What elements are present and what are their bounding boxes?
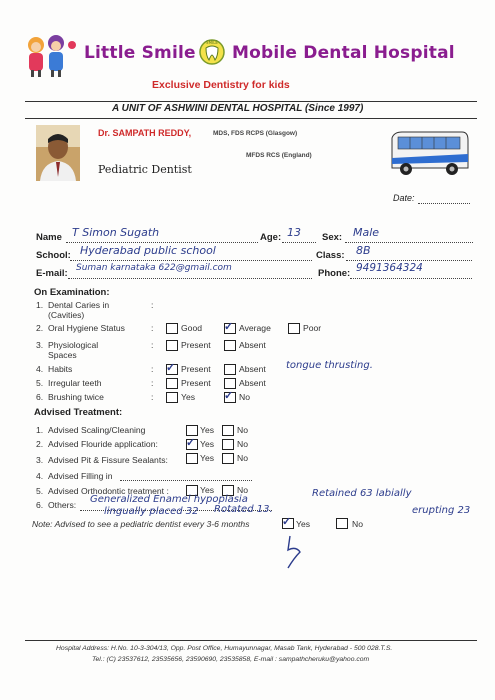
exam-2-opt2: Average [239, 323, 271, 333]
exam-4-opt1: Present [181, 364, 211, 374]
treat-4-label: Advised Filling in [48, 471, 113, 481]
treat-1-num: 1. [36, 425, 44, 435]
school-line [70, 260, 312, 261]
treat-3-label: Advised Pit & Fissure Sealants: [48, 455, 168, 465]
check-mark-icon: ✓ [166, 362, 176, 374]
exam-4-num: 4. [36, 364, 44, 374]
brand-title-right: Mobile Dental Hospital [232, 43, 455, 63]
exam-3-label-2: Spaces [48, 350, 77, 360]
sealants-yes-checkbox[interactable] [186, 453, 198, 464]
exam-6-label: Brushing twice [48, 392, 104, 402]
others-text-2[interactable]: lingually placed 32 [104, 506, 199, 517]
exam-3-num: 3. [36, 340, 44, 350]
exam-1-label-2: (Cavities) [48, 310, 85, 320]
exam-1-label: Dental Caries in [48, 300, 110, 310]
email-line [68, 278, 312, 279]
doctor-name: Dr. SAMPATH REDDY, [98, 128, 192, 138]
note-yes-label: Yes [296, 519, 311, 529]
spaces-absent-checkbox[interactable] [224, 340, 236, 351]
exam-2-opt3: Poor [303, 323, 322, 333]
class-label: Class: [316, 250, 345, 261]
tagline: Exclusive Dentistry for kids [152, 79, 290, 91]
treat-3-num: 3. [36, 455, 44, 465]
sealants-no-checkbox[interactable] [222, 453, 234, 464]
treat-6-label: Others: [48, 500, 77, 510]
note-no-label: No [352, 519, 363, 529]
exam-5-label: Irregular teeth [48, 378, 102, 388]
flouride-yes-checkbox[interactable] [186, 439, 198, 450]
name-field[interactable]: T Simon Sugath [72, 226, 160, 239]
exam-2-num: 2. [36, 323, 44, 333]
exam-2-opt1: Good [181, 323, 203, 333]
exam-6-num: 6. [36, 392, 44, 402]
habits-note[interactable]: tongue thrusting. [286, 360, 373, 371]
check-mark-icon: ✓ [224, 321, 234, 333]
habits-absent-checkbox[interactable] [224, 364, 236, 375]
habits-present-checkbox[interactable] [166, 364, 178, 375]
exam-6-opt2: No [239, 392, 250, 402]
sex-line [345, 242, 473, 243]
oral-hygiene-good-checkbox[interactable] [166, 323, 178, 334]
class-field[interactable]: 8B [356, 244, 371, 257]
doctor-title: Pediatric Dentist [98, 163, 192, 176]
oral-hygiene-average-checkbox[interactable] [224, 323, 236, 334]
scaling-no-checkbox[interactable] [222, 425, 234, 436]
check-mark-icon: ✓ [282, 516, 292, 528]
check-mark-icon: ✓ [224, 390, 234, 402]
filling-field[interactable] [120, 480, 252, 481]
irregular-absent-checkbox[interactable] [224, 378, 236, 389]
mobile-bus-icon [388, 128, 470, 180]
header-divider-bottom [25, 118, 477, 119]
doctor-signature [282, 532, 308, 572]
class-line [346, 260, 472, 261]
treat-1-opt1: Yes [200, 425, 215, 435]
others-text-1b[interactable]: Retained 63 labially [312, 488, 412, 499]
treatment-heading: Advised Treatment: [34, 407, 123, 418]
name-label: Name [36, 232, 62, 243]
school-label: School: [36, 250, 71, 261]
sex-field[interactable]: Male [353, 226, 380, 239]
exam-4-label: Habits [48, 364, 73, 374]
phone-line [350, 278, 472, 279]
phone-field[interactable]: 9491364324 [356, 262, 423, 274]
treat-4-num: 4. [36, 471, 44, 481]
flouride-no-checkbox[interactable] [222, 439, 234, 450]
irregular-present-checkbox[interactable] [166, 378, 178, 389]
age-field[interactable]: 13 [287, 226, 301, 239]
exam-3-colon: : [151, 340, 154, 350]
exam-3-opt2: Absent [239, 340, 266, 350]
exam-5-num: 5. [36, 378, 44, 388]
exam-5-opt2: Absent [239, 378, 266, 388]
email-field[interactable]: Suman karnataka 622@gmail.com [76, 263, 232, 273]
exam-2-label: Oral Hygiene Status [48, 323, 125, 333]
note-no-checkbox[interactable] [336, 518, 348, 529]
note-label: Note: Advised to see a pediatric dentist every 3-6 months [32, 519, 250, 529]
exam-5-colon: : [151, 378, 154, 388]
treat-2-num: 2. [36, 439, 44, 449]
note-yes-checkbox[interactable] [282, 518, 294, 529]
age-label: Age: [260, 232, 282, 243]
doctor-degrees-1: MDS, FDS RCPS (Glasgow) [213, 130, 298, 137]
email-label: E-mail: [36, 268, 68, 279]
exam-4-opt2: Absent [239, 364, 266, 374]
name-line [66, 242, 258, 243]
treat-6-num: 6. [36, 500, 44, 510]
brand-title-left: Little Smile [84, 43, 196, 63]
treat-5-opt2: No [237, 485, 248, 495]
school-field[interactable]: Hyderabad public school [80, 244, 216, 257]
phone-label: Phone: [318, 268, 351, 279]
sex-label: Sex: [322, 232, 343, 243]
header-divider [25, 101, 477, 102]
exam-2-colon: : [151, 323, 154, 333]
age-line [282, 242, 316, 243]
exam-5-opt1: Present [181, 378, 211, 388]
exam-1-num: 1. [36, 300, 44, 310]
doctor-photo [36, 125, 80, 181]
treat-2-opt1: Yes [200, 439, 215, 449]
exam-4-colon: : [151, 364, 154, 374]
footer-address: Hospital Address: H.No. 10-3-304/13, Opp. Post Office, Humayunnagar, Masab Tank, Hyderabad - 500 028.T.S. [56, 645, 393, 652]
date-field[interactable] [418, 203, 470, 204]
footer-divider [25, 640, 477, 641]
examination-heading: On Examination: [34, 287, 110, 298]
treat-5-opt1: Yes [200, 485, 215, 495]
treat-1-opt2: No [237, 425, 248, 435]
exam-1-colon: : [151, 300, 154, 310]
brushing-no-checkbox[interactable] [224, 392, 236, 403]
others-text-1c[interactable]: erupting 23 [412, 505, 471, 516]
exam-3-opt1: Present [181, 340, 211, 350]
treat-3-opt1: Yes [200, 453, 215, 463]
spaces-present-checkbox[interactable] [166, 340, 178, 351]
others-text-1[interactable]: Generalized Enamel hypoplasia [90, 494, 248, 505]
treat-5-num: 5. [36, 486, 44, 496]
exam-6-colon: : [151, 392, 154, 402]
treat-2-opt2: No [237, 439, 248, 449]
others-text-2b[interactable]: Rotated 13. [214, 504, 273, 515]
check-mark-icon: ✓ [186, 437, 196, 449]
date-label: Date: [393, 193, 415, 203]
doctor-degrees-2: MFDS RCS (England) [246, 152, 312, 159]
exam-3-label: Physiological [48, 340, 99, 350]
logo-text: SMILE [206, 40, 218, 45]
footer-contact: Tel.: (C) 23537612, 23535656, 23590690, 23535858, E-mail : sampathcheruku@yahoo.com [92, 656, 370, 663]
tooth-logo-icon [198, 38, 226, 66]
scaling-yes-checkbox[interactable] [186, 425, 198, 436]
treat-3-opt2: No [237, 453, 248, 463]
exam-6-opt1: Yes [181, 392, 196, 402]
kids-logo-icon [22, 33, 80, 79]
treat-1-label: Advised Scaling/Cleaning [48, 425, 146, 435]
brushing-yes-checkbox[interactable] [166, 392, 178, 403]
oral-hygiene-poor-checkbox[interactable] [288, 323, 300, 334]
unit-line: A UNIT OF ASHWINI DENTAL HOSPITAL (Since 1997) [112, 103, 364, 114]
treat-2-label: Advised Flouride application: [48, 439, 158, 449]
treat-5-label: Advised Orthodontic treatment : [48, 486, 169, 496]
